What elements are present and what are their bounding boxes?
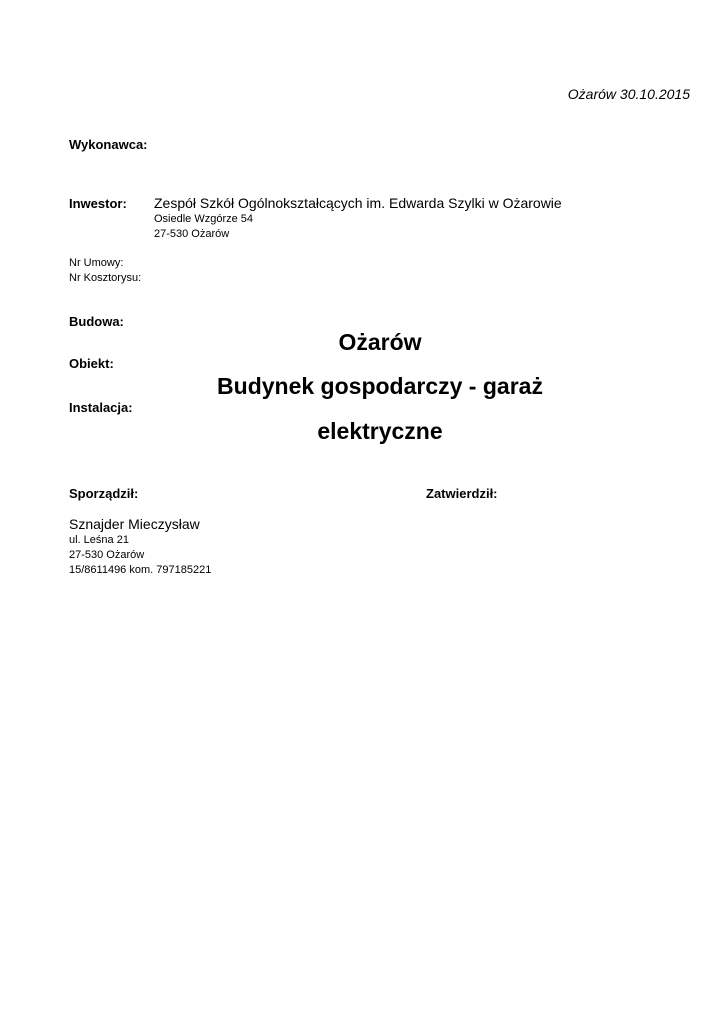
object-label: Obiekt: [69,356,114,371]
author-phone: 15/8611496 kom. 797185221 [69,564,212,576]
prepared-by-label: Sporządził: [69,486,139,501]
investor-address-line1: Osiedle Wzgórze 54 [154,213,254,225]
investor-name: Zespół Szkół Ogólnokształcących im. Edwarda Szylki w Ożarowie [154,195,562,211]
author-name: Sznajder Mieczysław [69,516,200,532]
installation-value: elektryczne [317,418,443,444]
installation-label: Instalacja: [69,400,133,415]
author-city: 27-530 Ożarów [69,549,145,561]
estimate-number-label: Nr Kosztorysu: [69,272,142,284]
investor-address-line2: 27-530 Ożarów [154,228,230,240]
construction-label: Budowa: [69,314,124,329]
document-date: Ożarów 30.10.2015 [567,86,690,102]
object-value: Budynek gospodarczy - garaż [217,373,543,399]
contract-number-label: Nr Umowy: [69,257,124,269]
author-street: ul. Leśna 21 [69,534,129,546]
construction-value: Ożarów [338,329,422,355]
approved-by-label: Zatwierdził: [426,486,498,501]
investor-label: Inwestor: [69,196,127,211]
contractor-label: Wykonawca: [69,137,148,152]
